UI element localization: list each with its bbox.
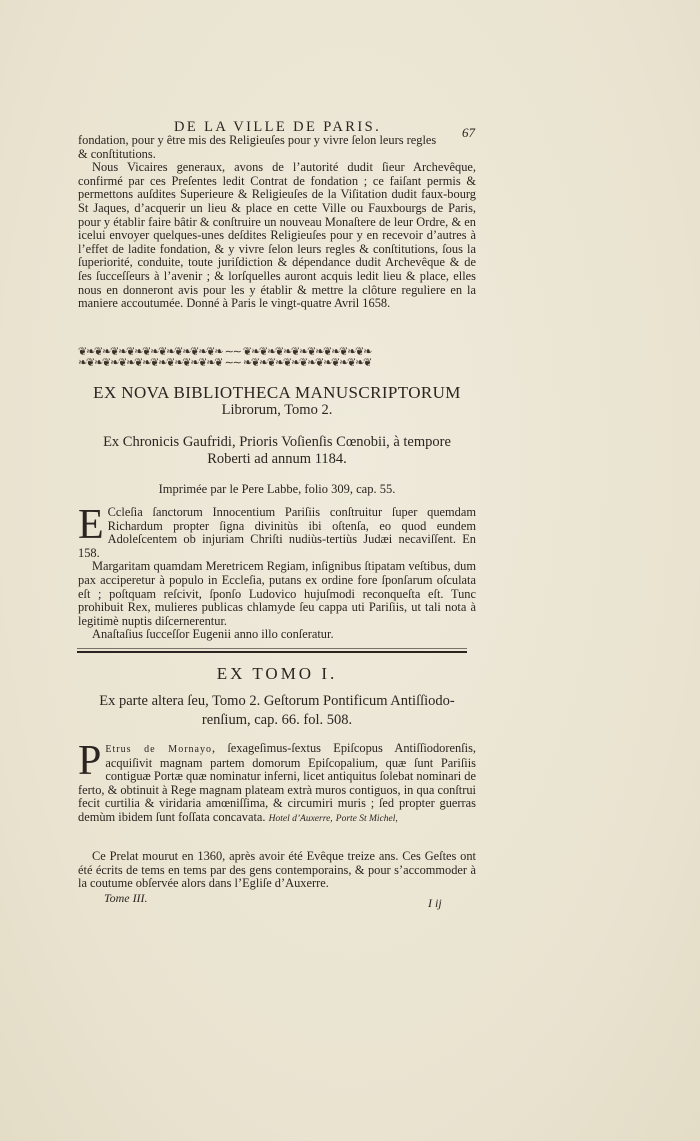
sheet-signature: I ij	[428, 896, 442, 910]
opening-text	[78, 134, 476, 311]
section2-body	[78, 738, 476, 827]
chronicle-line-1: Ex Chronicis Gaufridi, Prioris Voſienſis Cœnobii, à tempore	[103, 434, 451, 450]
section1-title: EX NOVA BIBLIOTHECA MANUSCRIPTORUM	[93, 383, 461, 402]
margin-note-porte: Porte St Michel,	[335, 813, 398, 824]
chronicle-heading	[78, 434, 476, 468]
section2-line-2: renſium, cap. 66. fol. 508.	[201, 712, 353, 728]
section2-line-1: Ex parte altera ſeu, Tomo 2. Geſtorum Pontificum Antiſſiodo-	[99, 693, 455, 709]
ornament-row-1: ❦❧❦❧❦❧❦❧❦❧❦❧❦❧❦❧❦❧ ∼∼ ❦❧❦❧❦❧❦❧❦❧❦❧❦❧❦❧	[78, 346, 372, 358]
section1-paragraph-2: Margaritam quamdam Meretricem Regiam, inſignibus ſtipatam veſtibus, dum pax acciperetur à populo in Eccleſia, putans ex ordine fore ſponſarum oſculata eſt ; poſtquam reſcivit, ſponſo Ludovico hujuſmodi reconqueſta eſt. Tunc prohibuit Rex, mulieres publicas chlamyde ſeu cappa uti Pariſiis, ut tali nota à legitimè nuptis diſcernerentur.	[78, 559, 476, 628]
dropcap-e: E	[78, 502, 104, 548]
section2-paragraph-2: Ce Prelat mourut en 1360, après avoir été Evêque treize ans. Ces Geſtes ont été écrits de tems en tems par des gens contemporains, & pour s’accommoder à la coutume obſervée alors dans l’Egliſe d’Auxerre.	[78, 849, 476, 891]
section2-heading	[78, 692, 476, 730]
section1-body	[78, 502, 476, 642]
imprint-note: Imprimée par le Pere Labbe, folio 309, cap. 55.	[158, 482, 396, 496]
section1-paragraph-1	[78, 502, 476, 560]
margin-note-hotel: Hotel d’Auxerre,	[268, 813, 333, 824]
page-number: 67	[462, 125, 475, 140]
running-title: DE LA VILLE DE PARIS.	[174, 119, 382, 135]
section1-paragraph-3: Anaſtaſius ſucceſſor Eugenii anno illo conſeratur.	[92, 627, 334, 642]
opening-line-2: & conſtitutions.	[78, 146, 156, 161]
chronicle-line-2: Roberti ad annum 1184.	[207, 451, 347, 467]
section1-subtitle: Librorum, Tomo 2.	[221, 402, 333, 418]
dropcap-p: P	[78, 738, 102, 784]
opening-paragraph-2: Nous Vicaires generaux, avons de l’autorité dudit ſieur Archevêque, confirmé par ces Preſentes ledit Contrat de fondation ; ce faiſant permis & permettons auſdites Superieure & Religieuſes de la Viſitation dudit faux-bourg St Jaques, d’acquerir un lieu & place en cette Ville ou Fauxbourgs de Paris, pour y établir faire bâtir & conſtruire un nouveau Monaſtere de leur Ordre, & en icelui envoyer quelques-unes deſdites Religieuſes pour y en recevoir d’autres à l’effet de ladite fondation, & y vivre ſelon leurs regles & conſtitutions, ſous la ſuperiorité, conduite, toute juriſdiction & dépendance dudit Archevêque & de ſes ſucceſſeurs à l’avenir ; & lorſquelles auront acquis ledit lieu & place, elles nous en donneront avis pour les y établir & mettre la clôture reguliere en la maniere accoutumée. Donné à Paris le vingt-quatre Avril 1658.	[78, 160, 476, 311]
section-divider-thin	[77, 648, 467, 649]
section2-paragraph-1	[78, 738, 476, 827]
section-divider	[77, 651, 467, 653]
ornament-band	[78, 346, 476, 370]
volume-signature: Tome III.	[104, 891, 148, 905]
section1-p1-text: Ccleſia ſanctorum Innocentium Pariſiis conſtruitur ſuper quemdam Richardum propter ſigna divinitùs ibi oſtenſa, eo quod eundem Adoleſcentem ob injuriam Chriſti nudiùs-tertiùs Judæi necaviſſent. En 158.	[78, 505, 476, 560]
section2-title: EX TOMO I.	[216, 664, 338, 683]
section2-p1-text: , ſexageſimus-ſextus Epiſcopus Antiſſiodorenſis, acquiſivit magnam partem domorum Epiſcopalium, quæ ſunt Pariſiis contiguæ Portæ quæ nominatur inferni, licet antiquitus ſolebat nominari de ferto, & obtinuit à Rege magnam plateam extrà muros contiguos, in qua conſtrui fecit curtilia & viridaria amœniſſima, & circumiri muris ; ſed propter guerras demùm ibidem ſunt foſſata concavata.	[78, 741, 476, 824]
opening-line-1: fondation, pour y être mis des Religieuſes pour y vivre ſelon leurs regles	[78, 133, 437, 147]
section2-french-note	[78, 850, 476, 891]
lead-name: Etrus de Mornayo	[105, 744, 212, 755]
ornament-row-2: ❧❦❧❦❧❦❧❦❧❦❧❦❧❦❧❦❧❦ ∼∼ ❧❦❧❦❧❦❧❦❧❦❧❦❧❦❧❦	[78, 356, 372, 369]
